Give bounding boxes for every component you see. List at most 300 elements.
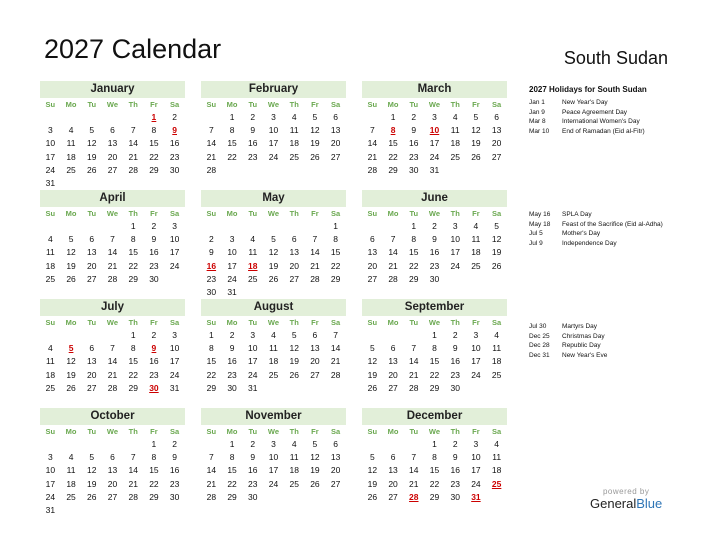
day-cell: 4 [47,343,53,354]
day-cell: 8 [130,234,136,245]
day-cell: 1 [229,112,235,122]
day-cell: 17 [248,356,258,367]
weekday-label: We [106,209,119,218]
day-cell: 31 [248,382,258,393]
holiday-list-q1 [529,98,699,136]
weekday-label: Th [289,209,299,218]
weekday-label: Tu [248,209,258,218]
weekday-label: Th [128,209,138,218]
day-cell: 30 [169,164,180,175]
month-header: May [201,190,346,207]
holiday-list-q2 [529,210,699,248]
weekday-label: Sa [331,427,341,436]
day-cell: 1 [130,330,136,340]
month-header: December [362,408,507,425]
day-cell: 11 [492,343,502,354]
weekday-label: Tu [87,318,97,327]
day-cell: 30 [206,286,217,297]
holiday-date: Dec 28 [529,342,550,349]
weekday-label: We [428,427,441,436]
holiday-day-cell: 9 [172,125,177,136]
holiday-day-cell: 10 [429,125,440,136]
day-cell: 19 [268,260,279,271]
day-cell: 29 [429,491,440,502]
blank-cell [40,111,61,124]
day-cell: 1 [432,439,437,449]
day-cell: 20 [388,478,398,489]
day-cell: 29 [227,491,237,502]
weekday-label: Mo [387,100,399,109]
day-cell: 11 [45,356,55,367]
holiday-day-cell: 25 [491,478,502,489]
day-cell: 21 [128,151,138,162]
day-cell: 20 [330,465,341,476]
weekday-label: We [267,427,280,436]
blank-cell [123,111,144,124]
holiday-day-cell: 16 [206,260,217,271]
month-header: April [40,190,185,207]
day-cell: 3 [47,125,53,136]
day-cell: 6 [333,439,338,449]
day-cell: 7 [369,125,375,136]
day-cell: 23 [248,478,258,489]
day-cell: 28 [107,382,118,393]
holiday-day-cell: 30 [149,382,159,393]
weekday-label: Su [367,209,378,218]
holiday-date: Jan 9 [529,108,545,116]
day-cell: 18 [450,138,460,149]
weekday-label: Th [289,318,299,327]
weekday-label: Th [128,318,138,327]
day-cell: 5 [369,343,375,354]
day-cell: 23 [450,478,460,489]
weekday-label: We [267,318,280,327]
day-cell: 8 [130,343,136,354]
day-cell: 8 [229,125,235,136]
holiday-row [529,210,699,220]
day-cell: 3 [473,330,479,340]
day-cell: 14 [206,465,217,476]
day-cell: 16 [169,465,180,476]
weekday-label: We [106,427,119,436]
day-cell: 21 [388,260,398,271]
day-cell: 26 [289,369,299,380]
day-cell: 26 [87,491,97,502]
day-cell: 30 [429,273,440,284]
day-cell: 24 [248,369,258,380]
day-cell: 7 [110,234,115,245]
day-cell: 5 [369,452,375,463]
day-cell: 9 [250,125,256,136]
day-cell: 12 [87,138,97,149]
day-cell: 16 [429,247,440,258]
day-cell: 28 [330,369,341,380]
day-cell: 25 [289,478,299,489]
day-cell: 27 [388,491,398,502]
month-march [362,81,507,177]
day-cell: 27 [87,273,97,284]
day-cell: 11 [248,247,258,258]
day-cell: 20 [388,369,398,380]
holiday-date: Dec 25 [529,332,550,340]
day-cell: 14 [367,138,378,149]
day-cell: 24 [227,273,237,284]
day-cell: 21 [330,356,341,367]
day-cell: 16 [149,247,159,258]
day-cell: 28 [367,164,378,175]
day-cell: 20 [107,151,118,162]
day-grid [362,98,507,177]
day-cell: 23 [169,478,180,489]
day-cell: 31 [227,286,237,297]
day-cell: 3 [250,330,256,340]
blank-cell [362,438,383,451]
day-cell: 24 [268,151,279,162]
holiday-name: International Women's Day [562,118,640,125]
holiday-name: New Year's Eve [562,351,608,359]
day-cell: 26 [66,273,76,284]
day-cell: 25 [268,369,279,380]
day-cell: 4 [271,330,276,340]
weekday-label: Tu [87,100,97,109]
day-cell: 16 [227,356,237,367]
day-grid [201,316,346,395]
weekday-label: Su [45,318,56,327]
day-cell: 1 [208,330,214,340]
day-cell: 2 [151,330,157,340]
day-cell: 17 [227,260,237,271]
day-cell: 25 [450,151,460,162]
day-cell: 11 [66,138,76,149]
day-cell: 13 [330,125,341,136]
holiday-date: Jul 9 [529,239,543,247]
day-cell: 27 [107,164,118,175]
weekday-label: Fr [311,209,319,218]
weekday-label: Su [367,318,378,327]
day-cell: 23 [149,369,159,380]
holiday-name: Feast of the Sacrifice (Eid al-Adha) [562,220,663,228]
day-cell: 1 [390,112,396,122]
day-cell: 14 [107,247,118,258]
day-grid [40,98,185,190]
weekday-label: Fr [311,318,319,327]
day-cell: 15 [429,356,440,367]
day-grid [201,207,346,299]
weekday-label: We [428,100,441,109]
day-cell: 11 [66,465,76,476]
blank-cell [403,329,424,342]
day-cell: 14 [388,247,398,258]
day-cell: 28 [409,382,419,393]
day-grid [362,316,507,395]
day-cell: 19 [310,465,320,476]
blank-cell [81,220,102,233]
day-cell: 6 [494,112,499,122]
day-cell: 23 [227,369,237,380]
blank-cell [102,438,123,451]
day-cell: 27 [388,382,398,393]
day-cell: 9 [452,452,458,463]
holiday-day-cell: 18 [248,260,258,271]
day-cell: 28 [388,273,398,284]
day-cell: 26 [310,478,320,489]
day-cell: 6 [390,452,396,463]
day-cell: 31 [45,177,56,188]
day-cell: 13 [107,465,118,476]
day-cell: 22 [330,260,341,271]
day-cell: 31 [429,164,440,175]
day-cell: 11 [450,125,460,136]
weekday-label: Mo [226,209,238,218]
day-cell: 8 [151,125,157,136]
weekday-label: Mo [65,209,77,218]
day-cell: 31 [169,382,180,393]
day-cell: 26 [491,260,502,271]
holiday-date: Dec 31 [529,351,550,359]
day-cell: 25 [45,273,56,284]
weekday-label: Su [45,209,56,218]
month-september [362,299,507,395]
blank-cell [40,220,61,233]
weekday-label: Sa [492,100,502,109]
day-cell: 11 [45,247,55,258]
holiday-name: Peace Agreement Day [562,108,628,116]
day-cell: 6 [369,234,375,245]
day-cell: 15 [429,465,440,476]
day-cell: 4 [473,221,479,231]
day-cell: 19 [87,151,97,162]
day-cell: 16 [450,356,460,367]
weekday-label: Fr [311,427,319,436]
weekday-label: Su [367,100,378,109]
weekday-label: Sa [170,427,180,436]
blank-cell [123,438,144,451]
day-cell: 1 [229,439,235,449]
day-cell: 1 [432,330,437,340]
day-cell: 19 [289,356,299,367]
day-cell: 8 [229,452,235,463]
blank-cell [102,111,123,124]
blank-cell [40,438,61,451]
day-cell: 23 [248,151,258,162]
day-cell: 12 [367,356,378,367]
weekday-label: Th [289,427,299,436]
month-june [362,190,507,286]
day-cell: 16 [409,138,419,149]
day-cell: 6 [291,234,297,245]
day-cell: 10 [227,247,237,258]
day-cell: 5 [89,452,95,463]
weekday-label: Th [450,318,460,327]
day-cell: 19 [471,138,481,149]
weekday-label: Tu [248,427,258,436]
weekday-label: Fr [150,318,158,327]
month-may [201,190,346,299]
day-cell: 22 [128,369,138,380]
day-cell: 4 [68,452,74,463]
day-cell: 23 [149,260,159,271]
day-cell: 7 [411,452,417,463]
weekday-label: We [428,209,441,218]
day-cell: 26 [367,382,378,393]
day-cell: 10 [248,343,258,354]
blank-cell [61,220,82,233]
weekday-label: Su [206,318,217,327]
blank-cell [201,111,222,124]
blank-cell [305,220,326,233]
day-cell: 30 [227,382,237,393]
day-cell: 17 [268,465,279,476]
weekday-label: Th [450,209,460,218]
day-cell: 2 [452,330,458,340]
day-cell: 14 [409,465,419,476]
day-cell: 21 [128,478,138,489]
day-cell: 9 [432,234,437,245]
weekday-label: Fr [472,427,480,436]
day-cell: 2 [452,439,458,449]
holiday-day-cell: 8 [390,125,396,136]
month-header: November [201,408,346,425]
day-cell: 11 [471,234,481,245]
holiday-name: Mother's Day [562,230,601,237]
day-cell: 18 [289,138,299,149]
day-cell: 3 [452,221,458,231]
weekday-label: Sa [492,209,502,218]
day-cell: 2 [432,221,437,231]
day-cell: 16 [169,138,180,149]
day-cell: 23 [450,369,460,380]
day-cell: 11 [492,452,502,463]
day-cell: 19 [491,247,502,258]
brand-logo [590,487,662,511]
day-cell: 23 [429,260,440,271]
day-cell: 31 [45,504,56,515]
day-cell: 12 [471,125,481,136]
day-cell: 19 [367,369,378,380]
day-cell: 22 [128,260,138,271]
day-cell: 10 [450,234,460,245]
day-cell: 26 [367,491,378,502]
day-cell: 27 [330,478,341,489]
day-cell: 30 [169,491,180,502]
day-cell: 18 [289,465,299,476]
day-cell: 9 [229,343,235,354]
weekday-label: Th [450,100,460,109]
month-december [362,408,507,504]
holiday-name: New Year's Day [562,99,608,106]
day-cell: 19 [66,260,76,271]
day-cell: 22 [429,478,440,489]
day-cell: 15 [409,247,419,258]
day-cell: 13 [87,356,97,367]
blank-cell [284,220,305,233]
day-cell: 12 [268,247,279,258]
day-cell: 6 [390,343,396,354]
day-cell: 10 [45,465,56,476]
day-cell: 15 [128,247,138,258]
day-cell: 2 [172,439,177,449]
day-cell: 3 [271,439,276,449]
weekday-label: Sa [331,209,341,218]
day-cell: 8 [432,343,437,354]
month-august [201,299,346,395]
day-cell: 13 [87,247,97,258]
day-cell: 26 [471,151,481,162]
day-cell: 9 [411,125,417,136]
day-cell: 29 [149,491,159,502]
day-cell: 14 [409,356,419,367]
month-july [40,299,185,395]
weekday-label: Sa [331,100,341,109]
day-cell: 29 [149,164,159,175]
day-cell: 19 [87,478,97,489]
weekday-label: Mo [226,318,238,327]
weekday-label: Tu [409,318,419,327]
month-header: August [201,299,346,316]
day-cell: 29 [388,164,398,175]
day-cell: 3 [473,439,479,449]
weekday-label: Sa [331,318,341,327]
day-cell: 2 [229,330,235,340]
day-cell: 25 [248,273,258,284]
day-cell: 10 [268,452,279,463]
brand-general: General [590,496,637,511]
weekday-label: We [106,318,119,327]
weekday-label: Su [45,100,56,109]
day-cell: 17 [268,138,279,149]
holiday-date: Mar 8 [529,118,546,125]
blank-cell [61,329,82,342]
day-cell: 20 [87,369,97,380]
holiday-name: Independence Day [562,239,617,247]
day-cell: 11 [289,125,299,136]
day-cell: 24 [450,260,460,271]
day-cell: 14 [330,343,341,354]
weekday-label: Th [289,100,299,109]
holidays-title: 2027 Holidays for South Sudan [529,85,647,94]
day-grid [40,207,185,286]
day-cell: 25 [289,151,299,162]
day-cell: 17 [169,247,180,258]
weekday-label: Tu [409,100,419,109]
day-cell: 17 [471,465,481,476]
blank-cell [383,220,404,233]
day-cell: 23 [169,151,180,162]
day-cell: 4 [452,112,458,122]
day-cell: 20 [491,138,502,149]
day-cell: 10 [169,234,180,245]
day-grid [40,425,185,517]
day-cell: 28 [128,491,138,502]
day-cell: 12 [87,465,97,476]
day-cell: 13 [388,465,398,476]
day-cell: 30 [149,273,159,284]
blank-cell [61,111,82,124]
month-header: January [40,81,185,98]
day-cell: 20 [87,260,97,271]
holiday-row [529,332,699,342]
day-cell: 29 [206,382,217,393]
day-cell: 5 [473,112,479,122]
holiday-row [529,127,699,137]
day-cell: 5 [271,234,276,245]
day-cell: 2 [151,221,157,231]
weekday-label: Sa [170,318,180,327]
day-cell: 24 [471,478,481,489]
day-cell: 24 [45,164,56,175]
day-cell: 16 [248,465,258,476]
day-cell: 19 [367,478,378,489]
